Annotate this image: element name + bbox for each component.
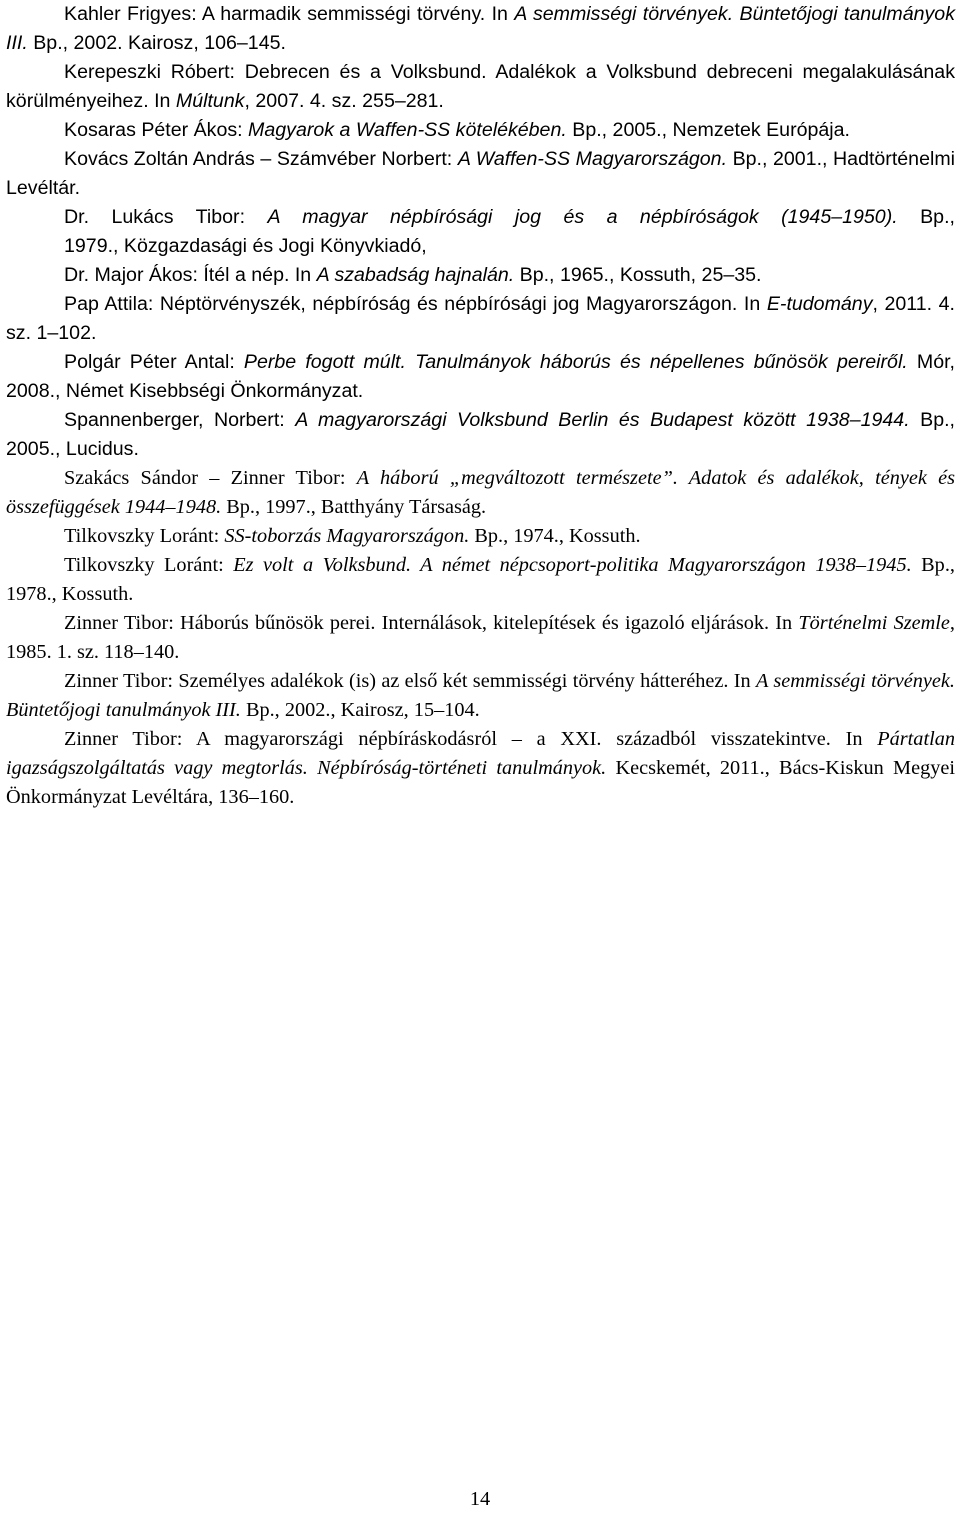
reference-title: A háború „megváltozott természete”. Adatok és adalékok, tények és összefüggések 1944–1948. bbox=[6, 467, 955, 518]
reference-entry bbox=[6, 116, 955, 145]
reference-title: E-tudomány bbox=[766, 293, 873, 315]
reference-text: Tilkovszky Loránt: bbox=[64, 525, 225, 547]
reference-title: SS-toborzás Magyarországon. bbox=[224, 525, 470, 547]
reference-title: Múltunk bbox=[175, 90, 245, 112]
reference-text: Dr. Lukács Tibor: bbox=[64, 206, 268, 228]
reference-entry bbox=[6, 232, 955, 261]
reference-text: Mór, 2008., Német Kisebbségi Önkormányzat. bbox=[6, 351, 955, 402]
reference-text: Kovács Zoltán András – Számvéber Norbert: bbox=[64, 148, 458, 170]
page-number: 14 bbox=[469, 1488, 491, 1510]
reference-title: A semmisségi törvények. Büntetőjogi tanulmányok III. bbox=[6, 670, 956, 721]
reference-entry bbox=[6, 406, 955, 464]
reference-text: Bp., 1978., Kossuth. bbox=[6, 554, 955, 605]
reference-entry bbox=[6, 58, 955, 116]
reference-text: Kosaras Péter Ákos: bbox=[64, 119, 249, 141]
reference-text: , 2011. 4. sz. 1–102. bbox=[6, 293, 955, 344]
reference-title: Ez volt a Volksbund. A német népcsoport-politika Magyarországon 1938–1945. bbox=[233, 554, 912, 576]
reference-text: Zinner Tibor: Háborús bűnösök perei. Internálások, kitelepítések és igazoló eljárások. In bbox=[64, 612, 799, 634]
reference-entry bbox=[6, 609, 955, 667]
reference-text: Szakács Sándor – Zinner Tibor: bbox=[64, 467, 357, 489]
reference-text: Bp., 2005., Nemzetek Európája. bbox=[566, 119, 850, 141]
reference-text: Kahler Frigyes: A harmadik semmisségi törvény. In bbox=[64, 3, 515, 25]
reference-text: Bp., 1974., Kossuth. bbox=[469, 525, 641, 547]
reference-text: Kecskemét, 2011., Bács-Kiskun Megyei Önkormányzat Levéltára, 136–160. bbox=[6, 757, 955, 808]
reference-text: Spannenberger, Norbert: bbox=[64, 409, 296, 431]
reference-entry bbox=[6, 667, 955, 725]
reference-entry bbox=[6, 348, 955, 406]
reference-text: Zinner Tibor: A magyarországi népbíráskodásról – a XXI. századból visszatekintve. In bbox=[64, 728, 878, 750]
reference-entry bbox=[6, 145, 955, 203]
reference-text: Bp., 2005., Lucidus. bbox=[6, 409, 955, 460]
reference-entry bbox=[6, 0, 955, 58]
reference-title: Magyarok a Waffen-SS kötelékében. bbox=[248, 119, 567, 141]
reference-text: Pap Attila: Néptörvényszék, népbíróság és népbírósági jog Magyarországon. In bbox=[64, 293, 767, 315]
bibliography-list bbox=[6, 0, 955, 812]
reference-title: A semmisségi törvények. Büntetőjogi tanulmányok III. bbox=[6, 3, 955, 54]
reference-text: Bp., 2002., Kairosz, 15–104. bbox=[240, 699, 480, 721]
reference-title: Tanulmányok háborús és népellenes bűnösök pereiről. bbox=[415, 351, 908, 373]
reference-title: A szabadság hajnalán. bbox=[316, 264, 515, 286]
reference-text bbox=[406, 351, 415, 373]
reference-text: , 2007. 4. sz. 255–281. bbox=[244, 90, 444, 112]
reference-text: Bp., 2002. Kairosz, 106–145. bbox=[27, 32, 286, 54]
reference-text: 1979., Közgazdasági és Jogi Könyvkiadó, bbox=[64, 235, 427, 257]
reference-text: Bp., 2001., Hadtörténelmi Levéltár. bbox=[6, 148, 955, 199]
reference-title: Történelmi Szemle bbox=[798, 612, 950, 634]
reference-entry bbox=[6, 203, 955, 232]
reference-entry bbox=[6, 261, 955, 290]
reference-title: A magyarországi Volksbund Berlin és Budapest között 1938–1944. bbox=[295, 409, 910, 431]
reference-text: , 1985. 1. sz. 118–140. bbox=[6, 612, 955, 663]
reference-entry bbox=[6, 464, 955, 522]
reference-title: Perbe fogott múlt. bbox=[243, 351, 406, 373]
reference-entry bbox=[6, 290, 955, 348]
reference-text: Polgár Péter Antal: bbox=[64, 351, 244, 373]
reference-title: A Waffen-SS Magyarországon. bbox=[457, 148, 728, 170]
reference-text: Zinner Tibor: Személyes adalékok (is) az első két semmisségi törvény hátteréhez. In bbox=[64, 670, 757, 692]
reference-title: Pártatlan igazságszolgáltatás vagy megtorlás. Népbíróság-történeti tanulmányok. bbox=[6, 728, 955, 779]
reference-text: Tilkovszky Loránt: bbox=[64, 554, 234, 576]
reference-title: A magyar népbírósági jog és a népbíróságok (1945–1950). bbox=[267, 206, 898, 228]
reference-text: Bp., 1965., Kossuth, 25–35. bbox=[514, 264, 762, 286]
reference-entry bbox=[6, 551, 955, 609]
reference-entry bbox=[6, 522, 955, 551]
reference-text: Bp., 1997., Batthyány Társaság. bbox=[221, 496, 487, 518]
reference-text: Dr. Major Ákos: Ítél a nép. In bbox=[64, 264, 317, 286]
reference-text: Bp., bbox=[897, 206, 955, 228]
reference-text: Kerepeszki Róbert: Debrecen és a Volksbund. Adalékok a Volksbund debreceni megalakulásának körülményeihez. In bbox=[6, 61, 955, 112]
reference-entry bbox=[6, 725, 955, 812]
